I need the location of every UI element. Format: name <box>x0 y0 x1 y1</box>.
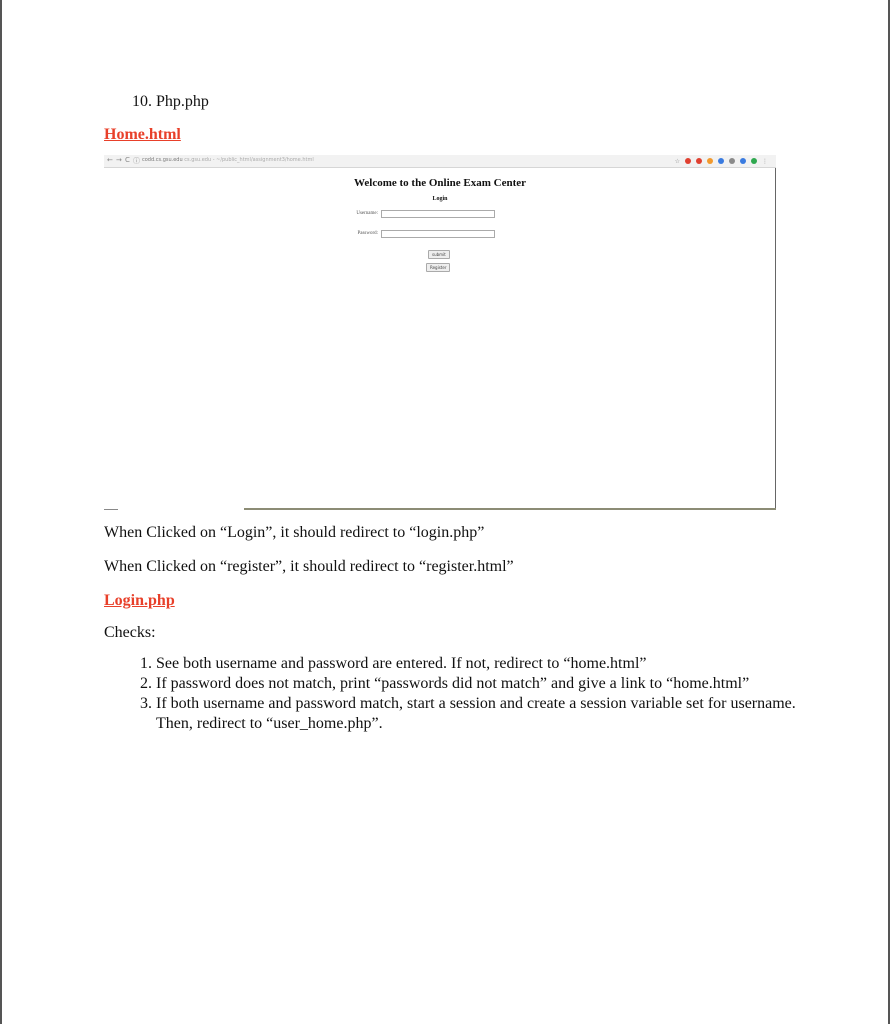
reload-icon: C <box>125 156 130 164</box>
login-redirect-note: When Clicked on “Login”, it should redirect to “login.php” <box>104 524 485 541</box>
screenshot-border-bottom <box>244 508 776 510</box>
browser-toolbar <box>104 155 776 168</box>
welcome-title: Welcome to the Online Exam Center <box>354 177 526 189</box>
list-item: 3. If both username and password match, start a session and create a session variable set for username. Then, redirect to “user_home.php”. <box>156 694 806 734</box>
password-input <box>381 230 495 238</box>
star-icon: ☆ <box>674 157 680 165</box>
register-redirect-note: When Clicked on “register”, it should redirect to “register.html” <box>104 558 514 575</box>
extension-icon <box>740 158 746 164</box>
info-icon: ⓘ <box>133 157 140 165</box>
forward-icon: → <box>116 156 122 164</box>
page-border-left <box>0 0 2 1024</box>
menu-icon: ⋮ <box>762 157 768 165</box>
extension-icon <box>696 158 702 164</box>
list-item: 1. See both username and password are entered. If not, redirect to “home.html” <box>156 654 806 674</box>
list-item: 2. If password does not match, print “passwords did not match” and give a link to “home.html” <box>156 674 806 694</box>
checks-list <box>132 654 806 734</box>
screenshot-border-right <box>775 168 776 508</box>
extension-icon <box>718 158 724 164</box>
address-bar <box>142 157 314 163</box>
username-label: Username: <box>356 211 378 216</box>
submit-button: submit <box>428 250 450 259</box>
password-label: Password: <box>357 231 378 236</box>
extension-icon <box>729 158 735 164</box>
login-subtitle: Login <box>432 196 448 202</box>
url-host: codd.cs.gsu.edu <box>142 157 183 163</box>
numbered-title: 10. Php.php <box>132 93 209 110</box>
checks-label: Checks: <box>104 624 156 641</box>
back-icon: ← <box>107 156 113 164</box>
url-path: cs.gsu.edu - ~/public_html/assignment3/home.html <box>184 157 314 163</box>
extension-icons <box>675 157 768 165</box>
login-php-heading: Login.php <box>104 592 175 609</box>
screenshot-border-bottom-left <box>104 509 118 510</box>
extension-icon <box>707 158 713 164</box>
extension-icon <box>685 158 691 164</box>
extension-icon <box>751 158 757 164</box>
home-page-screenshot <box>104 155 776 510</box>
home-html-heading: Home.html <box>104 126 181 143</box>
username-input <box>381 210 495 218</box>
register-button: Register <box>426 263 450 272</box>
